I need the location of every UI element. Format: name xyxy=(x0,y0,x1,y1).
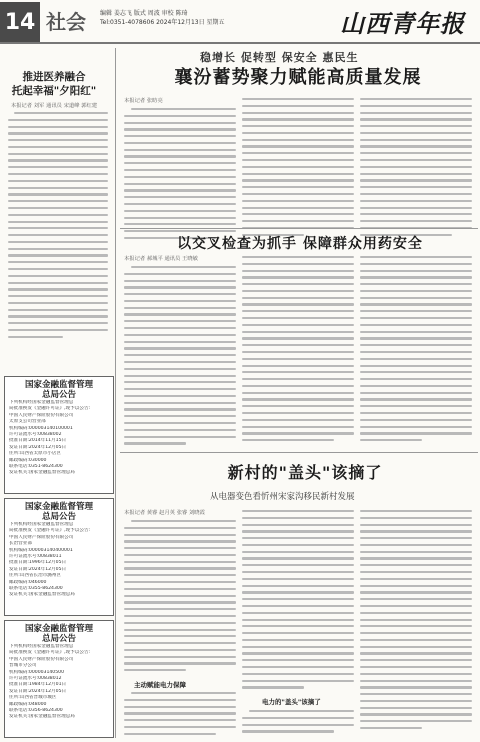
third-article-headline: 新村的"盖头"该摘了 xyxy=(227,463,383,482)
third-article-subhead: 电力的"盖头"该摘了 xyxy=(262,698,321,706)
second-article-byline: 本报记者 郝城平 通讯员 王晓敏 xyxy=(124,256,198,262)
left-article-body xyxy=(8,112,108,343)
date-line: Tel:0351-4078606 2024年12月13日 星期五 xyxy=(100,19,225,26)
main-article-byline: 本报记者 张昉亮 xyxy=(124,98,163,104)
page-header xyxy=(0,0,480,44)
third-article-byline: 本报记者 黄睿 赵月英 张睿 刘晓霞 xyxy=(124,510,205,516)
second-article-body-col3 xyxy=(360,256,472,446)
page-number: 14 xyxy=(0,2,40,42)
main-article-body-col2 xyxy=(242,98,354,240)
notice-title: 国家金融监督管理 总局公告 xyxy=(24,624,93,644)
third-article-subhead: 主动赋能电力保障 xyxy=(134,681,186,689)
notice-title: 国家金融监督管理 总局公告 xyxy=(24,380,93,400)
third-article-body-col1b xyxy=(124,692,236,739)
second-article-body-col2 xyxy=(242,256,354,446)
section-divider xyxy=(120,228,478,229)
second-article-headline: 以交叉检查为抓手 保障群众用药安全 xyxy=(177,236,423,252)
third-article-body-col1 xyxy=(124,520,236,676)
third-article-subheadline: 从电器变色看忻州宋家沟移民新村发展 xyxy=(210,492,355,502)
section-divider xyxy=(120,452,478,453)
main-article-body-col3 xyxy=(360,98,472,240)
left-title-line2: 托起幸福"夕阳红" xyxy=(11,85,97,97)
left-title-line1: 推进医养融合 xyxy=(22,71,86,83)
left-article-byline: 本报记者 刘军 通讯员 宋道峰 郭红建 xyxy=(10,103,98,109)
left-article-title xyxy=(8,70,100,98)
section-name: 社会 xyxy=(46,10,86,34)
notice-title: 国家金融监督管理 总局公告 xyxy=(24,502,93,522)
third-article-body-col2 xyxy=(242,510,354,693)
main-article-body-col1 xyxy=(124,108,236,244)
column-divider xyxy=(115,48,116,738)
third-article-body-col2b xyxy=(242,710,354,737)
notice-box: 国家金融监督管理 总局公告 下列机构经国家金融监督管理总 局批准换发《金融许可证》,现予以公告: 中国人民财产保险股份有限公司 晋城市分公司 机构编码:000003140500 许可证流水号:00838012 批准日期:1984年12月01日 发证日期:2024年12月05日 住所:山西省晋城市城区 邮政编码:048000 联系电话:0356-8624300 发证机关:国家金融监督管理总局 xyxy=(4,620,114,738)
main-article-kicker: 稳增长 促转型 保安全 惠民生 xyxy=(200,51,359,64)
main-article-headline: 襄汾蓄势聚力赋能高质量发展 xyxy=(174,67,422,88)
second-article-body-col1 xyxy=(124,266,236,449)
header-meta xyxy=(100,9,280,27)
third-article-body-col3 xyxy=(360,510,472,734)
notice-box: 国家金融监督管理 总局公告 下列机构经国家金融监督管理总 局批准换发《金融许可证》,现予以公告: 中国人民财产保险股份有限公司 长治营业部 机构编码:000003140400001 许可证流水号:00838011 批准日期:1996年12月05日 发证日期:2024年12月05日 住所:山西省长治市潞州区 邮政编码:046000 联系电话:0355-8624300 发证机关:国家金融监督管理总局 xyxy=(4,498,114,616)
header-rule xyxy=(0,42,480,44)
newspaper-logo: 山西青年报 xyxy=(340,9,465,38)
editor-line: 编辑 姜志飞 版式 周波 审校 陈琦 xyxy=(100,10,188,17)
notice-box: 国家金融监督管理 总局公告 下列机构经国家金融监督管理总 局批准换发《金融许可证》,现予以公告: 中国人民财产保险股份有限公司 太原支公司营业部 机构编码:000003140100001 许可证流水号:00838002 批准日期:2014年11月15日 发证日期:2024年12月05日 住所:山西省太原市小店区 邮政编码:030000 联系电话:0351-8624300 发证机关:国家金融监督管理总局 xyxy=(4,376,114,494)
